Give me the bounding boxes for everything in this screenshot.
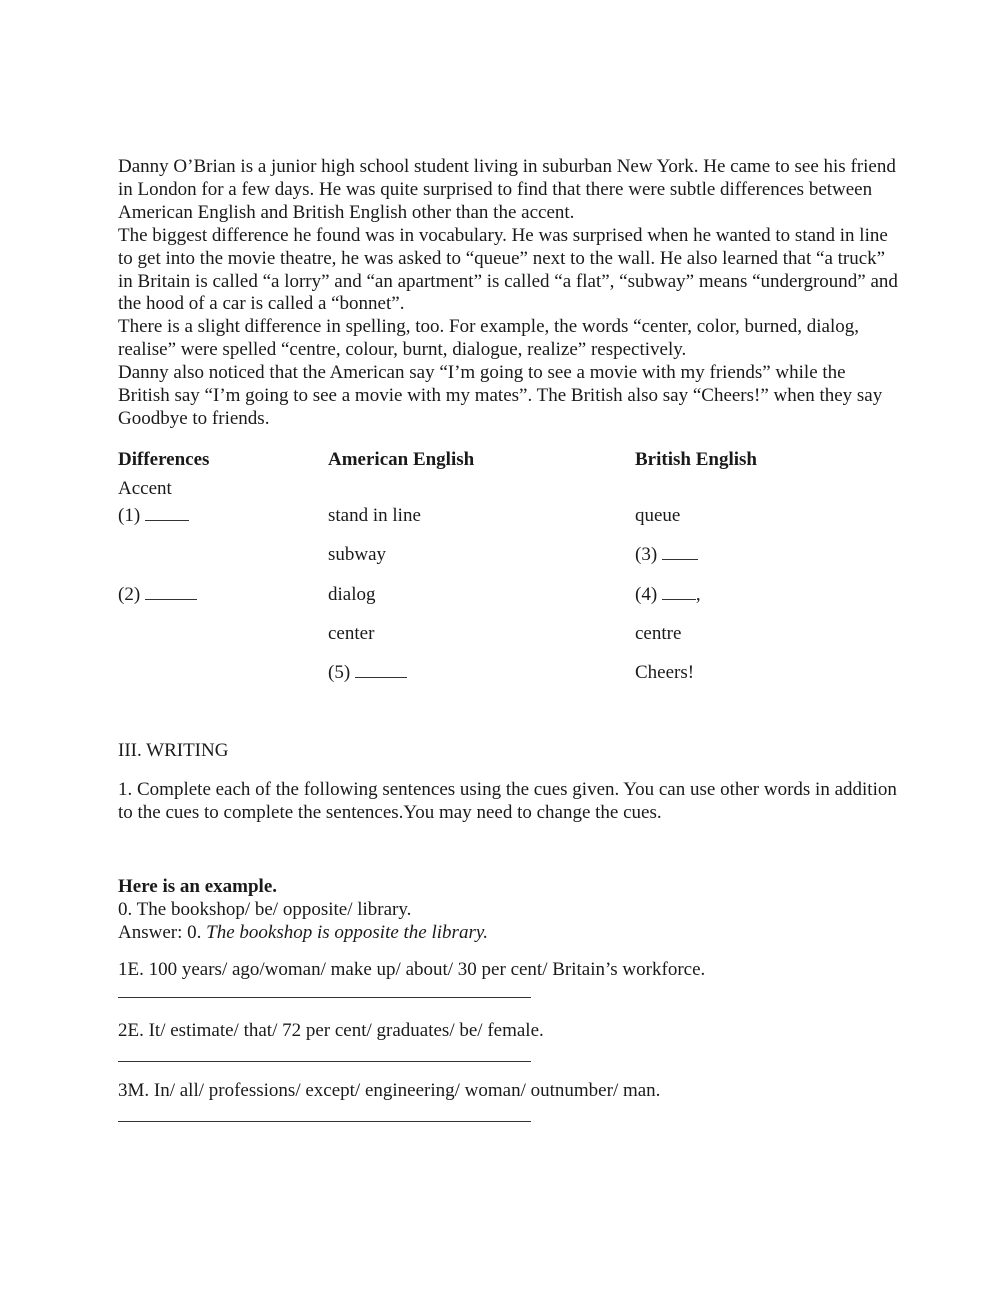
example-answer-line xyxy=(118,921,898,944)
section-title-writing: III. WRITING xyxy=(118,740,229,761)
example-cue: 0. The bookshop/ be/ opposite/ library. xyxy=(118,899,412,920)
blank-number: (4) xyxy=(635,584,658,605)
question-2e: 2E. It/ estimate/ that/ 72 per cent/ graduates/ be/ female. xyxy=(118,1020,544,1041)
american-row-1: stand in line xyxy=(328,505,421,526)
difference-blank-1[interactable] xyxy=(118,505,189,527)
american-row-2: subway xyxy=(328,544,387,565)
blank-number: (1) xyxy=(118,505,141,526)
blank-number: (3) xyxy=(635,544,658,565)
british-blank-4[interactable] xyxy=(635,584,701,606)
question-1e: 1E. 100 years/ ago/woman/ make up/ about/ 30 per cent/ Britain’s workforce. xyxy=(118,959,706,980)
fill-in-blank[interactable] xyxy=(662,545,698,560)
answer-line-2e[interactable] xyxy=(118,1061,531,1062)
british-row-4: centre xyxy=(635,623,682,644)
fill-in-blank[interactable] xyxy=(662,585,696,600)
answer-line-3m[interactable] xyxy=(118,1121,531,1122)
british-row-1: queue xyxy=(635,505,681,526)
answer-line-1e[interactable] xyxy=(118,997,531,998)
british-blank-3[interactable] xyxy=(635,544,698,566)
header-british-english: British English xyxy=(635,449,757,470)
fill-in-blank[interactable] xyxy=(355,663,407,678)
passage-paragraph-2: The biggest difference he found was in vocabulary. He was surprised when he wanted to stand in line to get into the movie theatre, he was asked to “queue” next to the wall. He also learned that “a truck” in Britain is called “a lorry” and “an apartment” is called “a flat”, “subway” means “underground” and the hood of a car is called a “bonnet”. xyxy=(118,224,898,315)
american-row-4: center xyxy=(328,623,375,644)
blank-number: (2) xyxy=(118,584,141,605)
british-row-5: Cheers! xyxy=(635,662,695,683)
passage-paragraph-3: There is a slight difference in spelling, too. For example, the words “center, color, burned, dialog, realise” were spelled “centre, colour, burnt, dialogue, realize” respectively. xyxy=(118,316,860,361)
question-3m: 3M. In/ all/ professions/ except/ engineering/ woman/ outnumber/ man. xyxy=(118,1080,661,1101)
example-answer: The bookshop is opposite the library. xyxy=(206,922,488,943)
difference-accent: Accent xyxy=(118,478,172,499)
american-row-3: dialog xyxy=(328,584,376,605)
american-blank-5[interactable] xyxy=(328,662,407,684)
blank-number: (5) xyxy=(328,662,351,683)
writing-instruction: 1. Complete each of the following sentences using the cues given. You can use other words in addition to the cues to complete the sentences.You may need to change the cues. xyxy=(118,779,897,823)
comma: , xyxy=(695,584,701,605)
passage-paragraph-1: Danny O’Brian is a junior high school student living in suburban New York. He came to see his friend in London for a few days. He was quite surprised to find that there were subtle differences between American English and British English other than the accent. xyxy=(118,156,896,223)
header-differences: Differences xyxy=(118,449,210,470)
example-block xyxy=(118,875,898,944)
header-american-english: American English xyxy=(328,449,475,470)
example-answer-prefix: Answer: 0. xyxy=(118,922,207,943)
example-heading: Here is an example. xyxy=(118,876,278,897)
reading-passage xyxy=(118,156,898,431)
fill-in-blank[interactable] xyxy=(145,506,189,521)
difference-blank-2[interactable] xyxy=(118,584,197,606)
passage-paragraph-4: Danny also noticed that the American say “I’m going to see a movie with my friends” while the British say “I’m going to see a movie with my mates”. The British also say “Cheers!” when they say Goodbye to friends. xyxy=(118,362,883,429)
fill-in-blank[interactable] xyxy=(145,585,197,600)
